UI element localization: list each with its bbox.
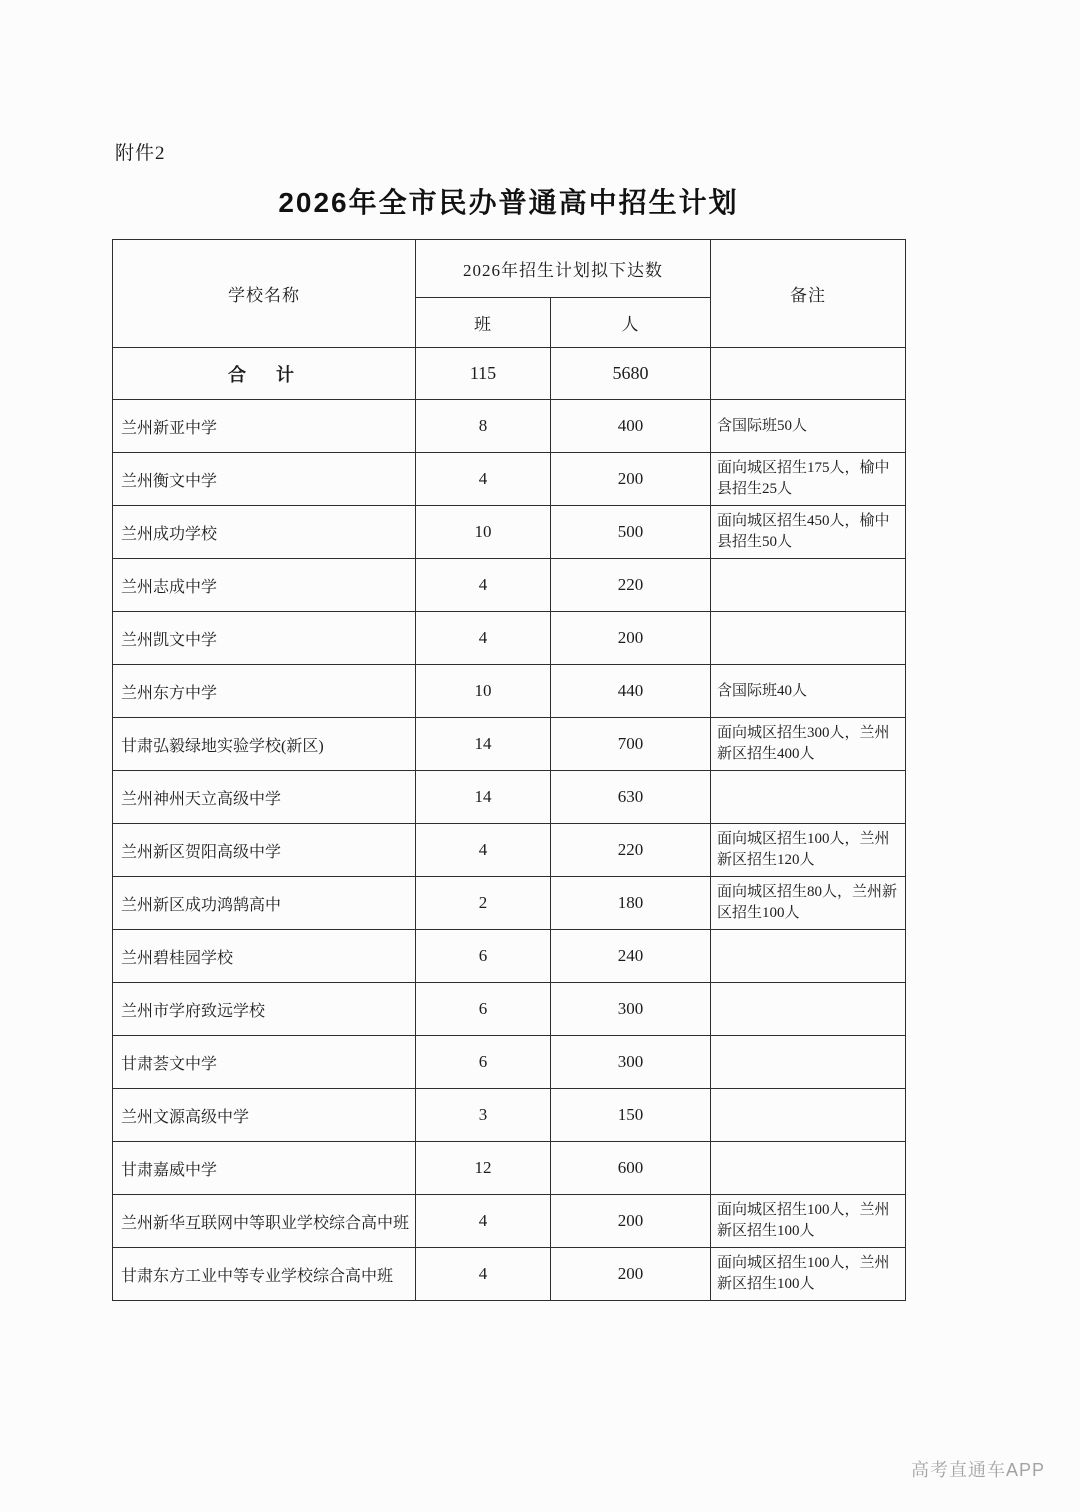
school-name-cell: 兰州新区成功鸿鹄高中 bbox=[113, 877, 416, 930]
school-name-cell: 甘肃荟文中学 bbox=[113, 1036, 416, 1089]
students-cell: 300 bbox=[551, 983, 711, 1036]
table-body bbox=[113, 348, 906, 1301]
remarks-cell: 面向城区招生450人，榆中县招生50人 bbox=[711, 506, 906, 559]
classes-cell: 12 bbox=[416, 1142, 551, 1195]
classes-cell: 4 bbox=[416, 824, 551, 877]
classes-cell: 4 bbox=[416, 559, 551, 612]
classes-cell: 14 bbox=[416, 771, 551, 824]
table-row bbox=[113, 665, 906, 718]
students-cell: 220 bbox=[551, 824, 711, 877]
school-name-cell: 兰州成功学校 bbox=[113, 506, 416, 559]
students-cell: 700 bbox=[551, 718, 711, 771]
students-cell: 200 bbox=[551, 453, 711, 506]
remarks-cell bbox=[711, 930, 906, 983]
students-cell: 630 bbox=[551, 771, 711, 824]
classes-cell: 6 bbox=[416, 930, 551, 983]
classes-cell: 4 bbox=[416, 453, 551, 506]
school-name-cell: 兰州碧桂园学校 bbox=[113, 930, 416, 983]
students-cell: 500 bbox=[551, 506, 711, 559]
school-name-cell: 兰州凯文中学 bbox=[113, 612, 416, 665]
table-row bbox=[113, 1089, 906, 1142]
remarks-cell: 面向城区招生300人，兰州新区招生400人 bbox=[711, 718, 906, 771]
total-classes: 115 bbox=[416, 348, 551, 400]
students-cell: 200 bbox=[551, 1248, 711, 1301]
school-name-cell: 兰州东方中学 bbox=[113, 665, 416, 718]
classes-cell: 4 bbox=[416, 1248, 551, 1301]
attachment-label: 附件2 bbox=[115, 143, 166, 164]
watermark: 高考直通车APP bbox=[910, 1460, 1045, 1480]
table-row bbox=[113, 930, 906, 983]
remarks-cell bbox=[711, 612, 906, 665]
classes-cell: 6 bbox=[416, 1036, 551, 1089]
total-label: 合 计 bbox=[113, 348, 416, 400]
remarks-cell: 面向城区招生80人，兰州新区招生100人 bbox=[711, 877, 906, 930]
classes-cell: 4 bbox=[416, 1195, 551, 1248]
school-name-cell: 甘肃弘毅绿地实验学校(新区) bbox=[113, 718, 416, 771]
header-row-1 bbox=[113, 240, 906, 298]
students-cell: 240 bbox=[551, 930, 711, 983]
students-cell: 600 bbox=[551, 1142, 711, 1195]
remarks-cell bbox=[711, 771, 906, 824]
table-row bbox=[113, 718, 906, 771]
header-classes: 班 bbox=[416, 298, 551, 348]
page-title: 2026年全市民办普通高中招生计划 bbox=[278, 187, 739, 218]
school-name-cell: 兰州新区贺阳高级中学 bbox=[113, 824, 416, 877]
classes-cell: 10 bbox=[416, 506, 551, 559]
remarks-cell: 含国际班50人 bbox=[711, 400, 906, 453]
classes-cell: 10 bbox=[416, 665, 551, 718]
students-cell: 180 bbox=[551, 877, 711, 930]
students-cell: 200 bbox=[551, 612, 711, 665]
table-row bbox=[113, 612, 906, 665]
table-row bbox=[113, 824, 906, 877]
school-name-cell: 兰州新亚中学 bbox=[113, 400, 416, 453]
table-row bbox=[113, 1248, 906, 1301]
remarks-cell: 面向城区招生100人，兰州新区招生100人 bbox=[711, 1195, 906, 1248]
table-row bbox=[113, 559, 906, 612]
classes-cell: 2 bbox=[416, 877, 551, 930]
table-row bbox=[113, 1195, 906, 1248]
school-name-cell: 兰州衡文中学 bbox=[113, 453, 416, 506]
school-name-cell: 兰州神州天立高级中学 bbox=[113, 771, 416, 824]
remarks-cell bbox=[711, 1089, 906, 1142]
school-name-cell: 兰州新华互联网中等职业学校综合高中班 bbox=[113, 1195, 416, 1248]
school-name-cell: 兰州文源高级中学 bbox=[113, 1089, 416, 1142]
students-cell: 150 bbox=[551, 1089, 711, 1142]
header-remarks: 备注 bbox=[711, 240, 906, 348]
remarks-cell bbox=[711, 983, 906, 1036]
students-cell: 200 bbox=[551, 1195, 711, 1248]
enrollment-plan-table bbox=[112, 239, 906, 1301]
remarks-cell bbox=[711, 1036, 906, 1089]
remarks-cell: 面向城区招生100人，兰州新区招生120人 bbox=[711, 824, 906, 877]
total-row bbox=[113, 348, 906, 400]
school-name-cell: 兰州市学府致远学校 bbox=[113, 983, 416, 1036]
classes-cell: 3 bbox=[416, 1089, 551, 1142]
students-cell: 440 bbox=[551, 665, 711, 718]
school-name-cell: 兰州志成中学 bbox=[113, 559, 416, 612]
classes-cell: 6 bbox=[416, 983, 551, 1036]
header-students: 人 bbox=[551, 298, 711, 348]
table-row bbox=[113, 506, 906, 559]
school-name-cell: 甘肃东方工业中等专业学校综合高中班 bbox=[113, 1248, 416, 1301]
remarks-cell: 面向城区招生100人，兰州新区招生100人 bbox=[711, 1248, 906, 1301]
table-header bbox=[113, 240, 906, 348]
students-cell: 300 bbox=[551, 1036, 711, 1089]
classes-cell: 4 bbox=[416, 612, 551, 665]
table-row bbox=[113, 1036, 906, 1089]
students-cell: 220 bbox=[551, 559, 711, 612]
classes-cell: 8 bbox=[416, 400, 551, 453]
header-plan-group: 2026年招生计划拟下达数 bbox=[416, 240, 711, 298]
table-row bbox=[113, 1142, 906, 1195]
remarks-cell: 面向城区招生175人，榆中县招生25人 bbox=[711, 453, 906, 506]
table-row bbox=[113, 771, 906, 824]
students-cell: 400 bbox=[551, 400, 711, 453]
total-remarks bbox=[711, 348, 906, 400]
remarks-cell bbox=[711, 559, 906, 612]
classes-cell: 14 bbox=[416, 718, 551, 771]
remarks-cell bbox=[711, 1142, 906, 1195]
table-row bbox=[113, 453, 906, 506]
school-name-cell: 甘肃嘉威中学 bbox=[113, 1142, 416, 1195]
table-row bbox=[113, 983, 906, 1036]
remarks-cell: 含国际班40人 bbox=[711, 665, 906, 718]
table-row bbox=[113, 400, 906, 453]
header-school-name: 学校名称 bbox=[113, 240, 416, 348]
total-students: 5680 bbox=[551, 348, 711, 400]
table-row bbox=[113, 877, 906, 930]
